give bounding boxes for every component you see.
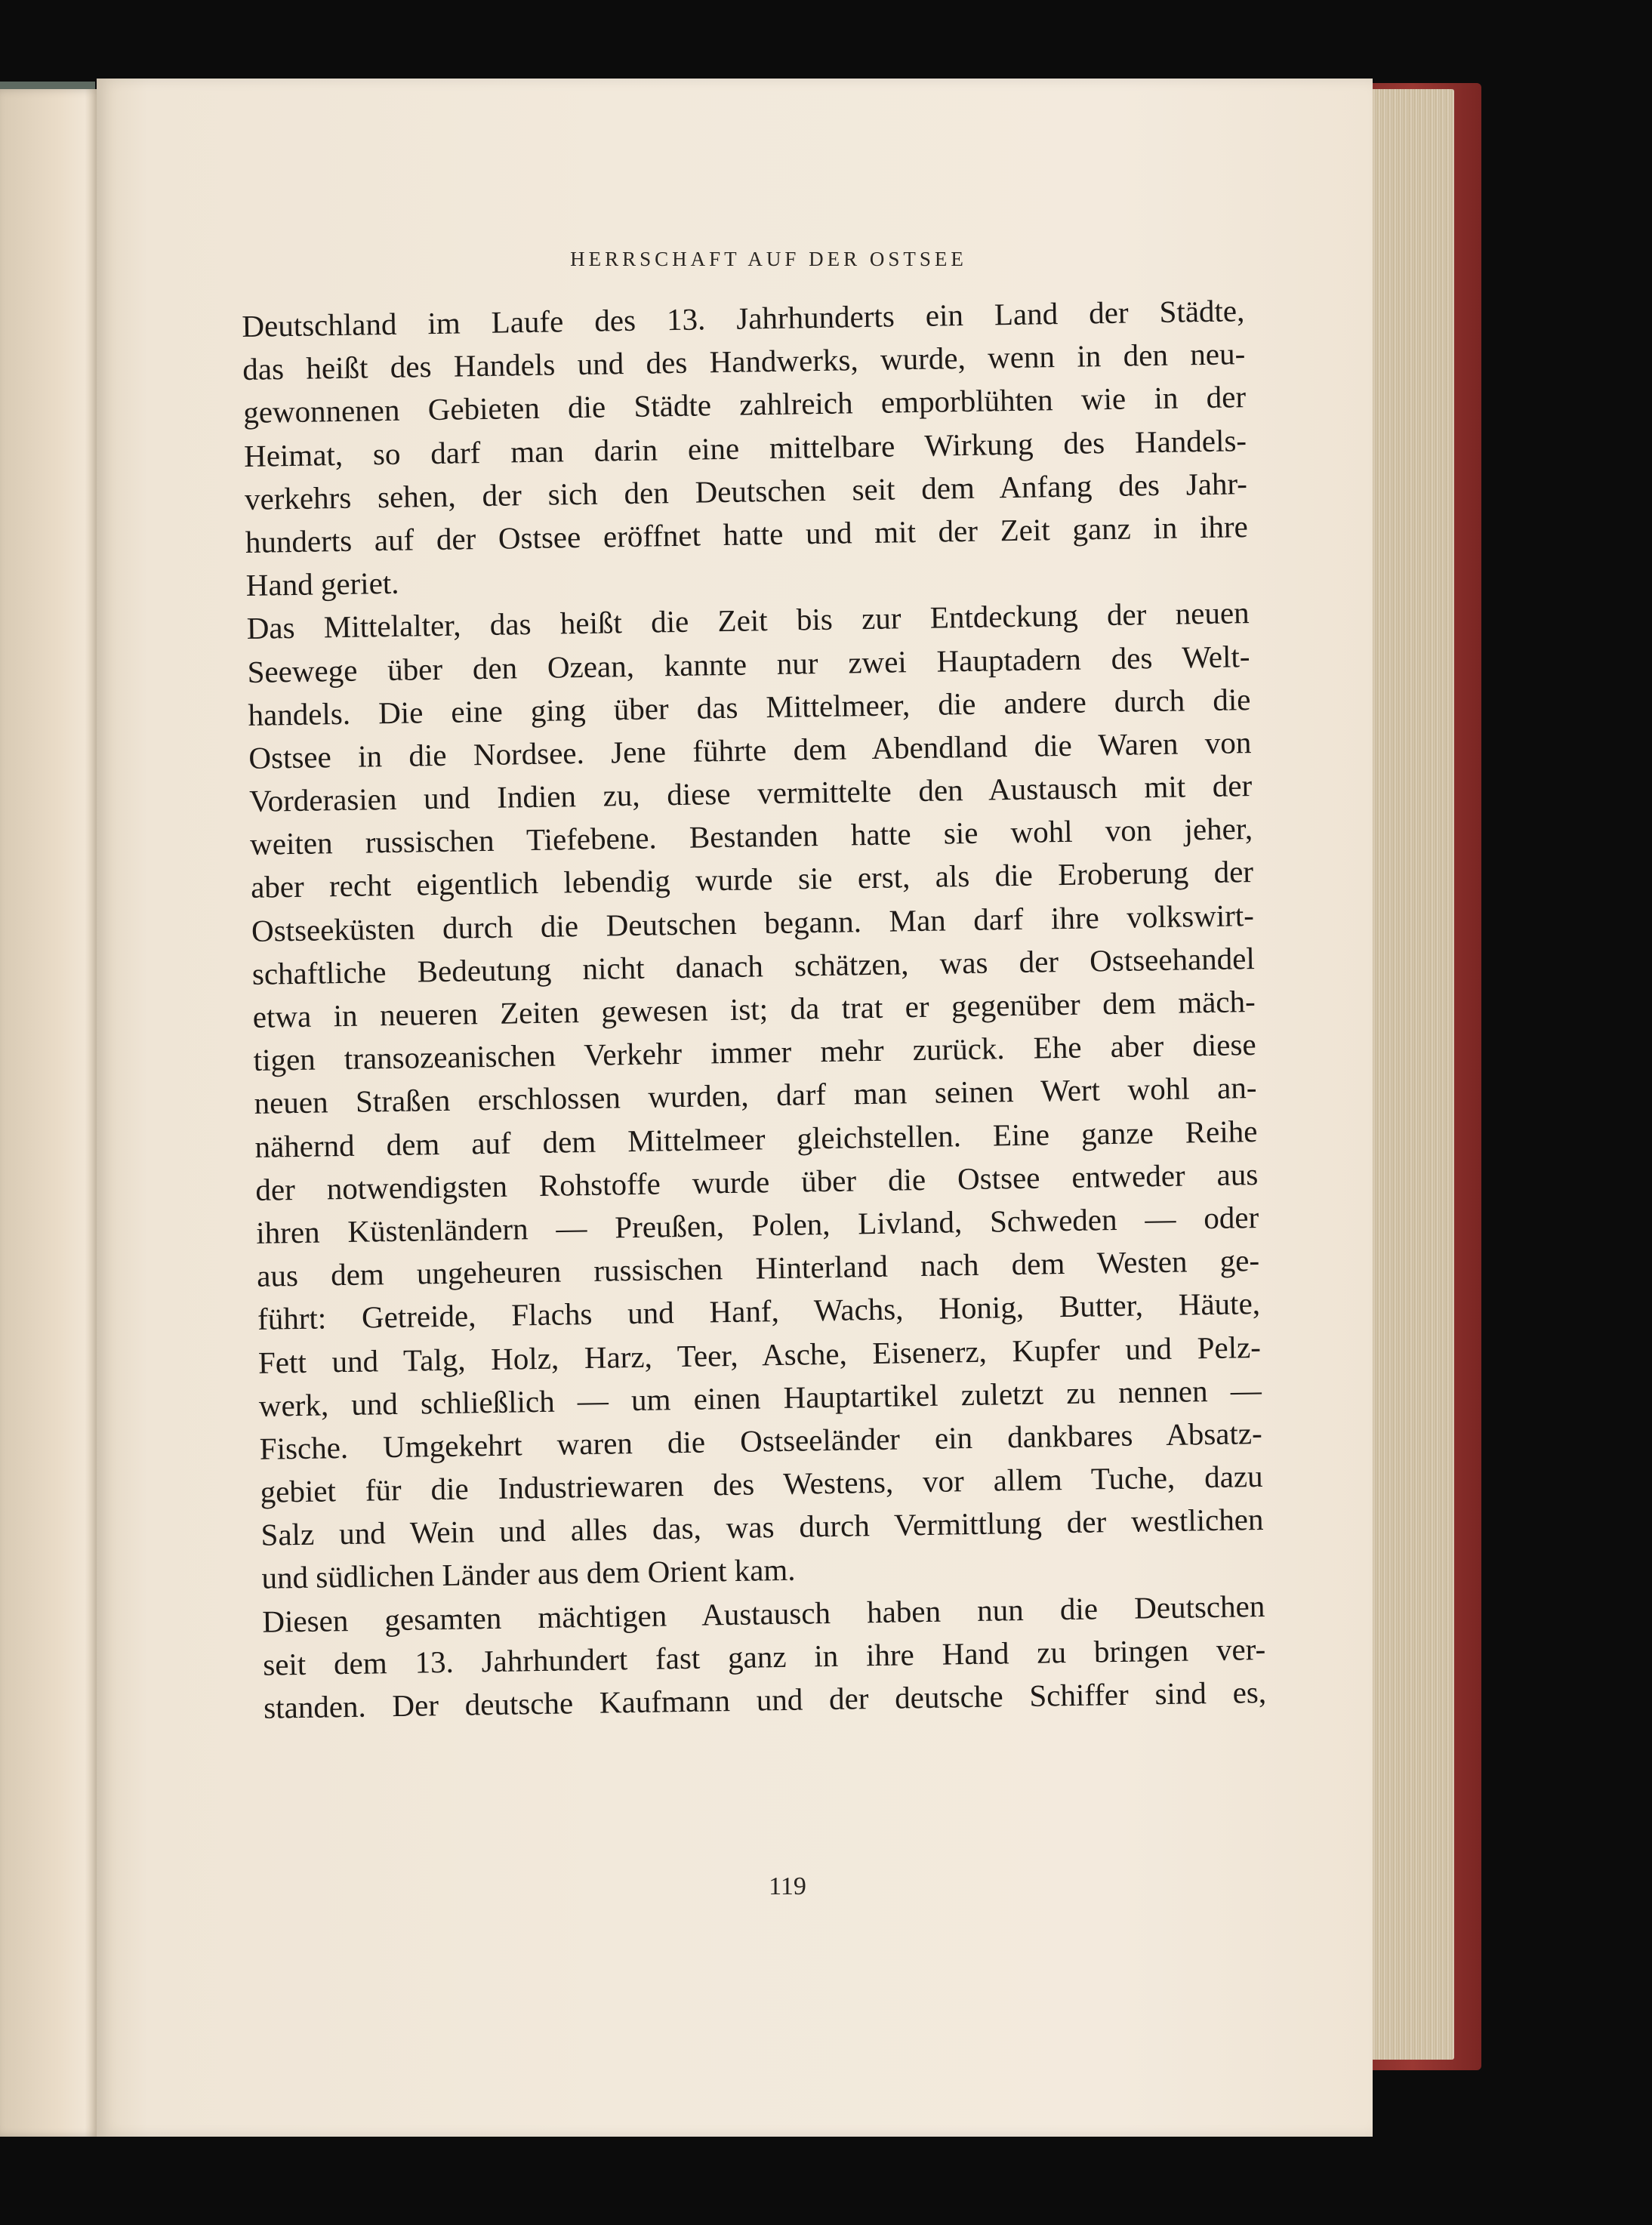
text-line: schaftliche Bedeutung nicht danach schätzen, was der Ostseehandel	[251, 940, 1256, 991]
text-line: Ostseeküsten durch die Deutschen begann. Man darf ihre volkswirt-	[251, 897, 1255, 948]
text-line: Heimat, so darf man darin eine mittelbare Wirkung des Handels-	[243, 422, 1247, 473]
body-text	[242, 289, 1266, 1730]
text-line: gebiet für die Industriewaren des Westens, vor allem Tuche, dazu	[260, 1459, 1263, 1509]
page-edges	[1365, 89, 1454, 2060]
text-line: Seewege über den Ozean, kannte nur zwei Hauptadern des Welt-	[247, 638, 1250, 689]
text-line: werk, und schließlich — um einen Hauptartikel zuletzt zu nennen —	[258, 1372, 1262, 1423]
text-line: Fett und Talg, Holz, Harz, Teer, Asche, Eisenerz, Kupfer und Pelz-	[257, 1329, 1262, 1380]
text-line: hunderts auf der Ostsee eröffnet hatte und mit der Zeit ganz in ihre	[245, 509, 1249, 559]
text-line: gewonnenen Gebieten die Städte zahlreich emporblühten wie in der	[242, 379, 1247, 430]
text-line: Salz und Wein und alles das, was durch Vermittlung der westlichen	[260, 1502, 1264, 1553]
text-line: Das Mittelalter, das heißt die Zeit bis zur Entdeckung der neuen	[246, 595, 1250, 646]
text-line: Vorderasien und Indien zu, diese vermittelte den Austausch mit der	[248, 768, 1253, 818]
text-line: neuen Straßen erschlossen wurden, darf man seinen Wert wohl an-	[254, 1070, 1257, 1121]
text-line: aus dem ungeheuren russischen Hinterland nach dem Westen ge-	[256, 1243, 1260, 1293]
book-page	[97, 79, 1373, 2137]
text-line: das heißt des Handels und des Handwerks, wurde, wenn in den neu-	[242, 336, 1246, 387]
text-line: der notwendigsten Rohstoffe wurde über die Ostsee entweder aus	[255, 1156, 1259, 1207]
text-line: standen. Der deutsche Kaufmann und der deutsche Schiffer sind es,	[263, 1674, 1267, 1725]
text-line: tigen transozeanischen Verkehr immer mehr zurück. Ehe aber diese	[253, 1027, 1256, 1078]
text-line: verkehrs sehen, der sich den Deutschen seit dem Anfang des Jahr-	[244, 465, 1248, 516]
text-line: Deutschland im Laufe des 13. Jahrhunderts ein Land der Städte,	[242, 293, 1245, 344]
text-line: Diesen gesamten mächtigen Austausch haben nun die Deutschen	[262, 1588, 1265, 1639]
text-line: nähernd dem auf dem Mittelmeer gleichstellen. Eine ganze Reihe	[254, 1113, 1258, 1164]
text-line: und südlichen Länder aus dem Orient kam.	[261, 1552, 796, 1596]
text-line: weiten russischen Tiefebene. Bestanden hatte sie wohl von jeher,	[249, 811, 1253, 862]
page-number: 119	[769, 1872, 806, 1900]
running-head: HERRSCHAFT AUF DER OSTSEE	[570, 248, 967, 270]
text-line: Hand geriet.	[245, 565, 399, 603]
text-line: Ostsee in die Nordsee. Jene führte dem Abendland die Waren von	[248, 724, 1252, 775]
left-page-sliver	[0, 89, 100, 2137]
text-line: handels. Die eine ging über das Mittelmeer, die andere durch die	[248, 681, 1251, 732]
text-line: seit dem 13. Jahrhundert fast ganz in ihre Hand zu bringen ver-	[262, 1631, 1266, 1682]
text-line: aber recht eigentlich lebendig wurde sie erst, als die Eroberung der	[250, 854, 1254, 905]
text-line: führt: Getreide, Flachs und Hanf, Wachs, Honig, Butter, Häute,	[257, 1286, 1261, 1337]
text-line: ihren Küstenländern — Preußen, Polen, Livland, Schweden — oder	[255, 1199, 1259, 1250]
text-line: Fische. Umgekehrt waren die Ostseeländer ein dankbares Absatz-	[259, 1415, 1262, 1466]
text-line: etwa in neueren Zeiten gewesen ist; da trat er gegenüber dem mäch-	[252, 984, 1256, 1034]
